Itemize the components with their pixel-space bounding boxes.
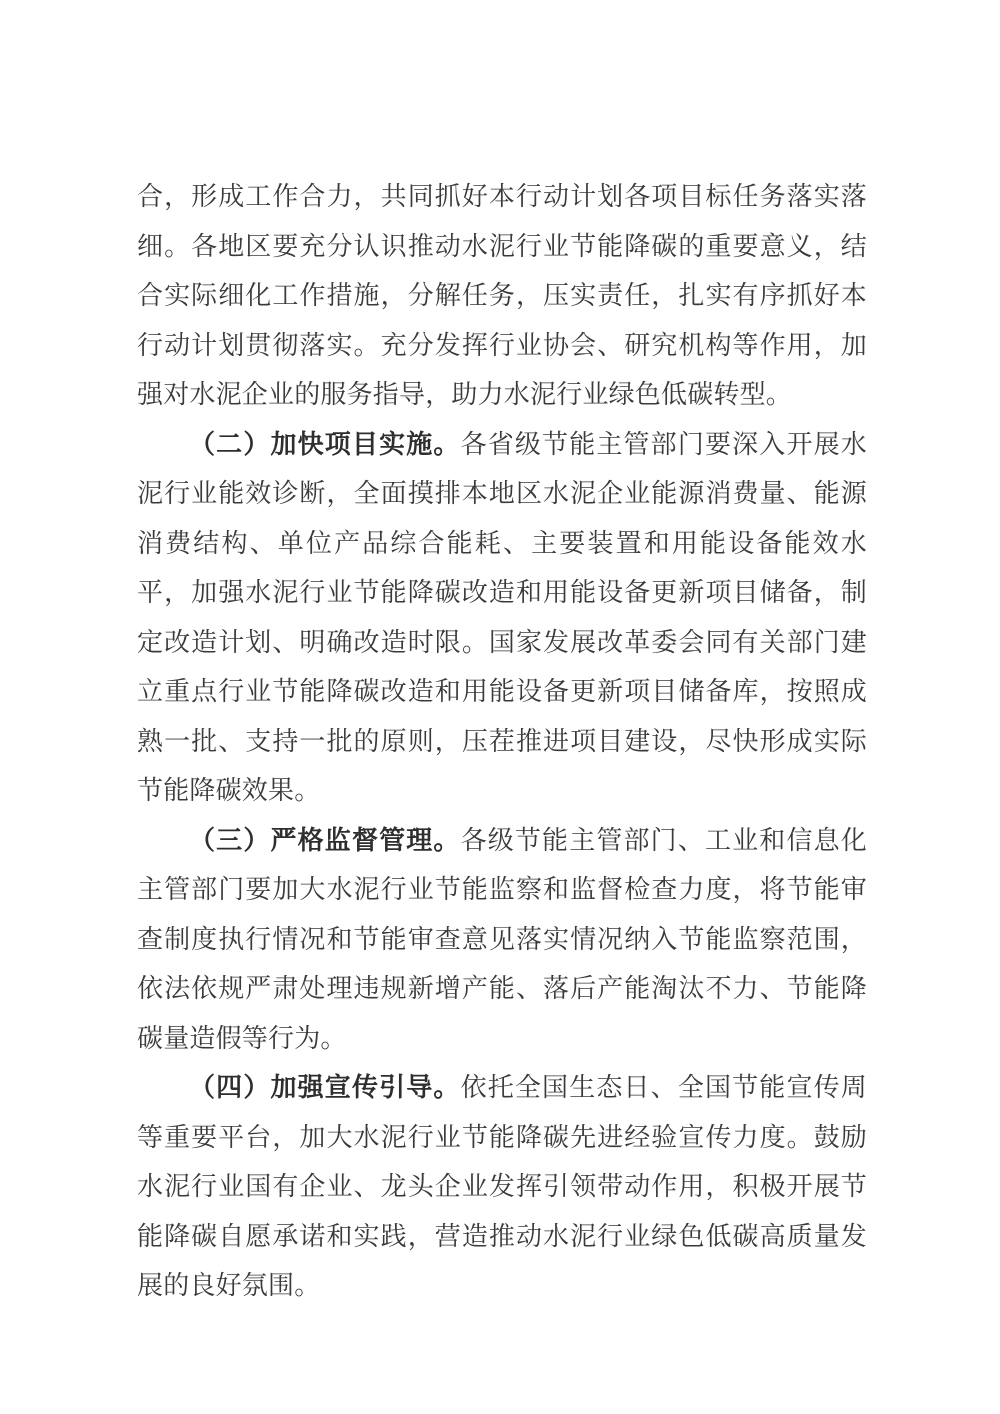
paragraph-text: 各省级节能主管部门要深入开展水泥行业能效诊断，全面摸排本地区水泥企业能源消费量、能源消费结构、单位产品综合能耗、主要装置和用能设备能效水平，加强水泥行业节能降碳改造和用能设备更新项目储备，制定改造计划、明确改造时限。国家发展改革委会同有关部门建立重点行业节能降碳改造和用能设备更新项目储备库，按照成熟一批、支持一批的原则，压茬推进项目建设，尽快形成实际节能降碳效果。: [137, 429, 867, 805]
paragraph-text: 合，形成工作合力，共同抓好本行动计划各项目标任务落实落细。各地区要充分认识推动水泥行业节能降碳的重要意义，结合实际细化工作措施，分解任务，压实责任，扎实有序抓好本行动计划贯彻落实。充分发挥行业协会、研究机构等作用，加强对水泥企业的服务指导，助力水泥行业绿色低碳转型。: [137, 182, 867, 409]
paragraph-section-2: [137, 420, 867, 816]
paragraph-section-3: [137, 816, 867, 1064]
paragraph-lead: （四）加强宣传引导。: [189, 1073, 461, 1102]
paragraph-text: 依托全国生态日、全国节能宣传周等重要平台，加大水泥行业节能降碳先进经验宣传力度。鼓励水泥行业国有企业、龙头企业发挥引领带动作用，积极开展节能降碳自愿承诺和实践，营造推动水泥行业绿色低碳高质量发展的良好氛围。: [137, 1073, 867, 1300]
paragraph-lead: （三）严格监督管理。: [189, 825, 461, 855]
paragraph-lead: （二）加快项目实施。: [189, 429, 461, 459]
paragraph-continuation: [137, 172, 867, 420]
paragraph-section-4: [137, 1063, 867, 1311]
paragraph-text: 各级节能主管部门、工业和信息化主管部门要加大水泥行业节能监察和监督检查力度，将节能审查制度执行情况和节能审查意见落实情况纳入节能监察范围，依法依规严肃处理违规新增产能、落后产能淘汰不力、节能降碳量造假等行为。: [137, 825, 867, 1053]
document-body: [137, 172, 867, 1311]
